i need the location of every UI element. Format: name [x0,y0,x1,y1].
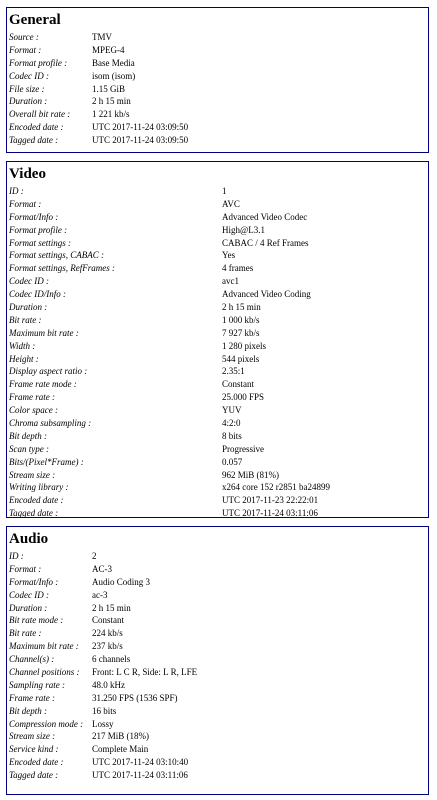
property-row [7,576,428,589]
property-row [7,353,428,366]
property-row [7,340,428,353]
property-value: Constant [222,379,255,390]
property-value: Audio Coding 3 [92,576,151,587]
property-value: AVC [222,198,240,209]
property-label: Maximum bit rate : [9,327,79,338]
property-value: TMV [92,32,112,42]
property-value: 7 927 kb/s [222,327,260,338]
property-row [7,301,428,314]
property-label: Duration : [9,302,48,313]
video-rows [7,185,428,520]
property-row [7,705,428,718]
property-row [7,589,428,602]
property-label: Codec ID : [9,70,49,81]
property-row [7,563,428,576]
property-value: Yes [222,250,236,261]
property-label: Format : [9,44,42,55]
property-label: File size : [9,83,45,94]
property-row [7,83,428,96]
property-row [7,666,428,679]
property-row [7,237,428,250]
property-value: 4:2:0 [222,418,241,429]
property-row [7,481,428,494]
property-value: 4 frames [222,263,254,274]
property-row [7,679,428,692]
property-label: Bit rate : [9,628,42,639]
property-value: 16 bits [92,705,117,716]
property-label: Frame rate : [9,692,55,703]
property-label: Format : [9,563,42,574]
property-label: Stream size : [9,469,56,480]
property-value: Front: L C R, Side: L R, LFE [92,667,198,678]
property-value: 2 h 15 min [222,302,261,313]
property-value: 224 kb/s [92,628,123,639]
property-row [7,494,428,507]
property-label: Writing library : [9,482,69,493]
property-label: Format settings, RefFrames : [9,263,115,274]
property-label: Codec ID/Info : [9,289,66,300]
property-label: Format/Info : [9,211,59,222]
property-row [7,469,428,482]
property-label: Duration : [9,602,48,613]
property-row [7,730,428,743]
property-row [7,314,428,327]
property-label: Compression mode : [9,718,84,729]
property-row [7,692,428,705]
property-row [7,550,428,563]
property-value: UTC 2017-11-24 03:10:40 [92,757,189,768]
property-value: 25.000 FPS [222,392,265,403]
general-section-title: General [9,12,61,28]
property-row [7,443,428,456]
property-row [7,121,428,134]
property-label: Encoded date : [9,757,64,768]
property-row [7,185,428,198]
video-section-title: Video [9,166,46,182]
property-value: isom (isom) [92,70,136,81]
property-label: Frame rate : [9,392,55,403]
property-row [7,378,428,391]
property-value: avc1 [222,276,239,287]
property-value: UTC 2017-11-24 03:09:50 [92,122,189,133]
property-value: 48.0 kHz [92,679,125,690]
property-label: Bit rate mode : [9,615,64,626]
property-value: 2 [92,551,97,561]
property-row [7,198,428,211]
property-row [7,743,428,756]
property-row [7,365,428,378]
property-value: UTC 2017-11-23 22:22:01 [222,495,319,506]
property-label: Format/Info : [9,576,59,587]
property-row [7,756,428,769]
property-label: Channel positions : [9,667,80,678]
property-value: 2 h 15 min [92,96,131,107]
property-value: UTC 2017-11-24 03:11:06 [92,770,188,781]
property-value: AC-3 [92,563,112,574]
property-value: x264 core 152 r2851 ba24899 [222,482,330,493]
property-label: Display aspect ratio : [9,366,88,377]
property-row [7,640,428,653]
property-row [7,108,428,121]
property-value: 0.057 [222,456,243,467]
property-value: 1.15 GiB [92,83,126,94]
property-row [7,95,428,108]
property-label: Codec ID : [9,589,49,600]
property-label: Stream size : [9,731,56,742]
property-row [7,44,428,57]
property-value: 237 kb/s [92,641,123,652]
property-label: Tagged date : [9,770,59,781]
property-row [7,456,428,469]
property-label: Format settings, CABAC : [9,250,104,261]
property-row [7,602,428,615]
property-row [7,430,428,443]
property-row [7,417,428,430]
property-label: Height : [9,353,39,364]
property-label: Encoded date : [9,122,64,133]
property-row [7,507,428,520]
property-value: 544 pixels [222,353,260,364]
property-label: Format profile : [9,57,68,68]
property-label: Codec ID : [9,276,49,287]
property-label: Tagged date : [9,508,59,519]
property-value: 1 [222,186,227,196]
property-value: High@L3.1 [222,224,266,235]
property-row [7,769,428,782]
property-label: Scan type : [9,443,49,454]
property-label: Format settings : [9,237,71,248]
general-section [6,7,429,153]
property-row [7,31,428,44]
property-label: Width : [9,340,36,351]
property-row [7,288,428,301]
property-value: UTC 2017-11-24 03:11:06 [222,508,318,519]
property-value: Constant [92,615,125,626]
property-label: ID : [9,186,24,196]
property-label: Bit rate : [9,314,42,325]
property-row [7,211,428,224]
property-label: Overall bit rate : [9,109,71,120]
property-value: Advanced Video Codec [222,211,308,222]
property-row [7,70,428,83]
property-value: UTC 2017-11-24 03:09:50 [92,135,189,146]
property-value: Complete Main [92,744,149,755]
property-label: Sampling rate : [9,679,65,690]
property-row [7,224,428,237]
property-value: 31.250 FPS (1536 SPF) [92,692,178,703]
property-label: Tagged date : [9,135,59,146]
property-value: Base Media [92,57,135,68]
property-label: Format : [9,198,42,209]
property-row [7,327,428,340]
audio-section [6,526,429,795]
property-row [7,718,428,731]
property-label: ID : [9,551,24,561]
property-row [7,134,428,147]
property-value: 6 channels [92,654,131,665]
property-row [7,249,428,262]
property-label: Frame rate mode : [9,379,77,390]
property-label: Channel(s) : [9,654,55,665]
property-label: Duration : [9,96,48,107]
property-label: Source : [9,32,39,42]
property-value: Progressive [222,443,264,454]
property-row [7,262,428,275]
property-label: Color space : [9,405,58,416]
property-row [7,653,428,666]
property-label: Bit depth : [9,430,47,441]
property-label: Service kind : [9,744,59,755]
property-label: Encoded date : [9,495,64,506]
video-section [6,161,429,518]
property-row [7,614,428,627]
property-value: 217 MiB (18%) [92,731,149,742]
property-value: 1 280 pixels [222,340,266,351]
property-value: 8 bits [222,430,242,441]
property-row [7,404,428,417]
property-label: Format profile : [9,224,68,235]
general-rows [7,31,428,147]
audio-rows [7,550,428,782]
property-value: 962 MiB (81%) [222,469,279,480]
property-value: 1 000 kb/s [222,314,260,325]
property-value: 1 221 kb/s [92,109,130,120]
property-value: 2.35:1 [222,366,245,377]
property-row [7,57,428,70]
property-value: ac-3 [92,589,108,600]
property-value: 2 h 15 min [92,602,131,613]
property-value: Lossy [92,718,114,729]
property-row [7,627,428,640]
property-label: Chroma subsampling : [9,418,92,429]
property-value: MPEG-4 [92,44,125,55]
property-label: Bit depth : [9,705,47,716]
property-row [7,275,428,288]
audio-section-title: Audio [9,531,49,547]
property-value: Advanced Video Coding [222,289,311,300]
property-label: Bits/(Pixel*Frame) : [9,456,84,467]
property-row [7,391,428,404]
property-value: CABAC / 4 Ref Frames [222,237,309,248]
property-value: YUV [222,405,242,416]
property-label: Maximum bit rate : [9,641,79,652]
